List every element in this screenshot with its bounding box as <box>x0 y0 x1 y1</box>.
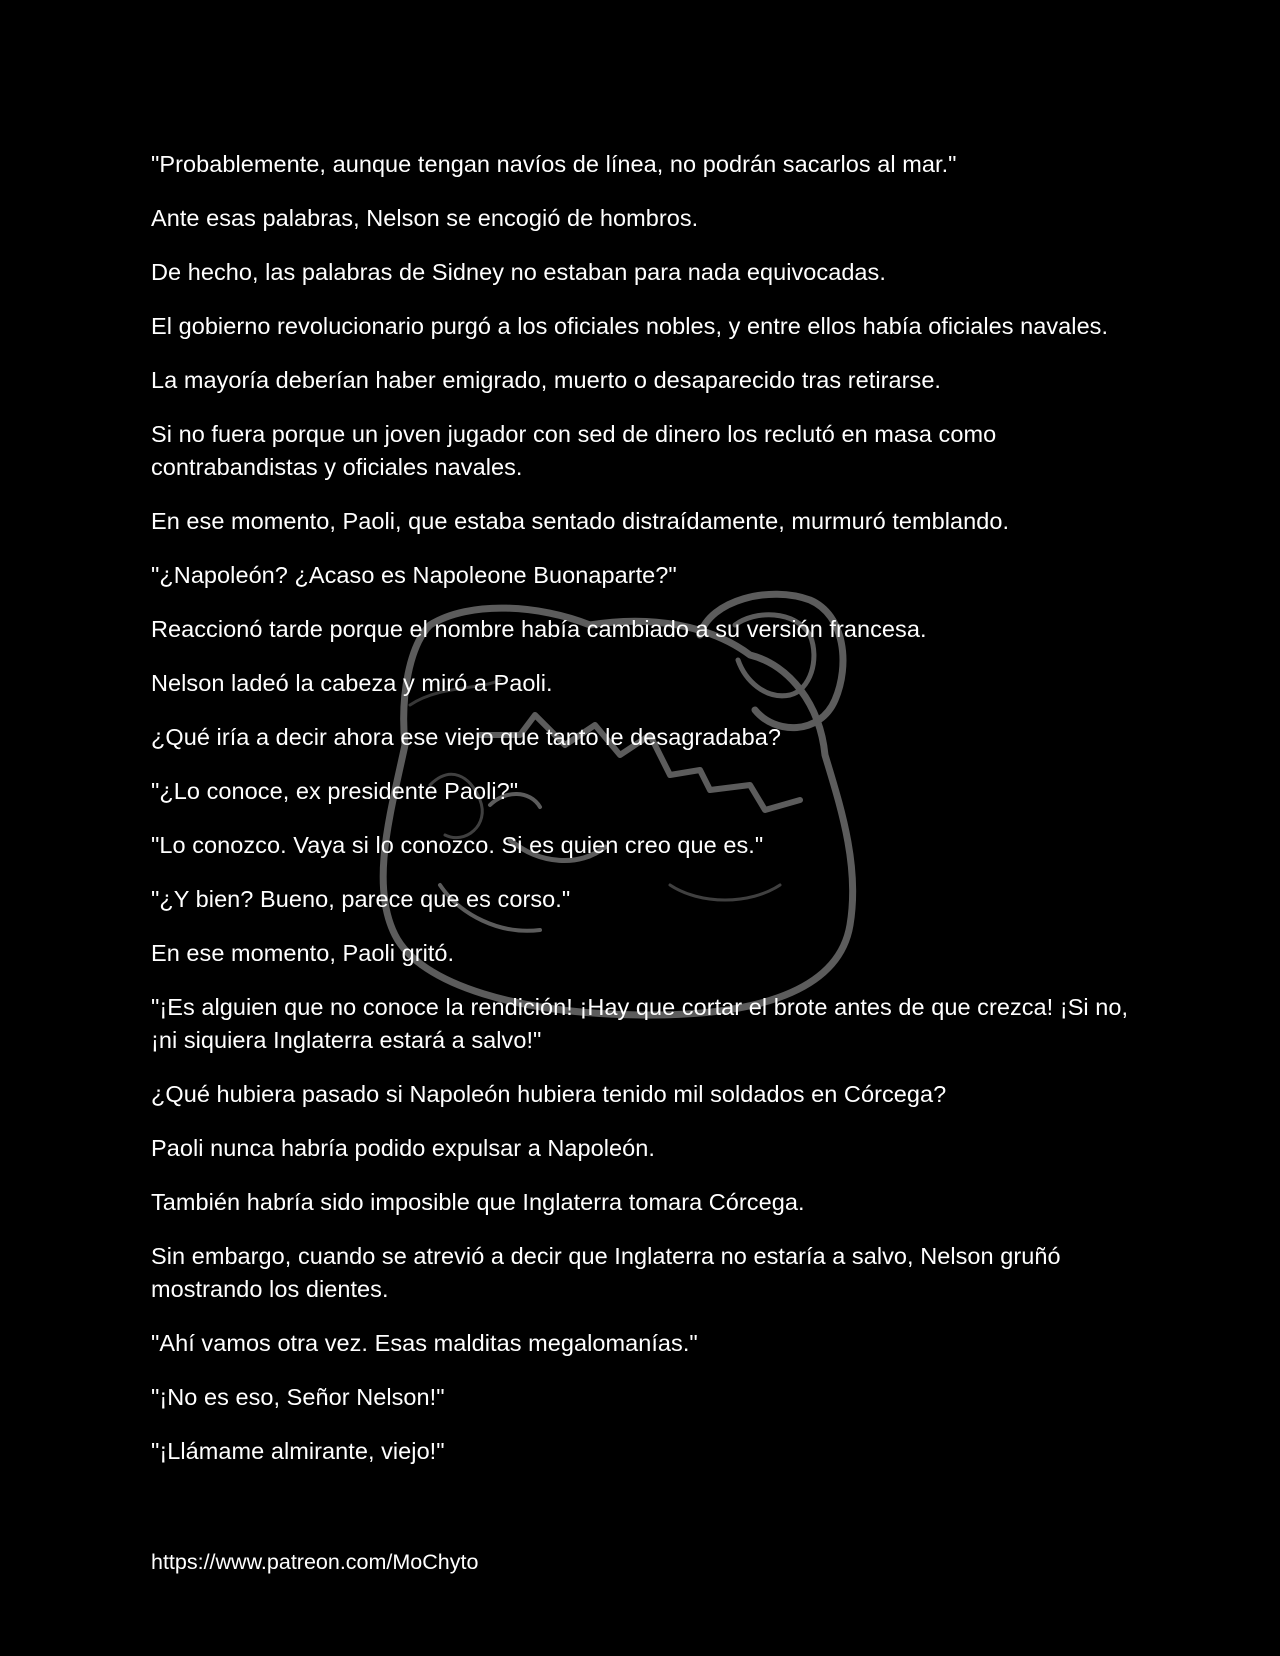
paragraph: "¿Lo conoce, ex presidente Paoli?" <box>151 778 519 804</box>
paragraph: ¿Qué iría a decir ahora ese viejo que tanto le desagradaba? <box>151 724 782 750</box>
paragraph: "¡Llámame almirante, viejo!" <box>151 1438 445 1464</box>
document-body <box>151 148 1131 1489</box>
paragraph: "¿Napoleón? ¿Acaso es Napoleone Buonaparte?" <box>151 562 677 588</box>
paragraph: Sin embargo, cuando se atrevió a decir que Inglaterra no estaría a salvo, Nelson gruñó mostrando los dientes. <box>151 1243 1061 1302</box>
paragraph: Paoli nunca habría podido expulsar a Napoleón. <box>151 1135 655 1161</box>
paragraph: La mayoría deberían haber emigrado, muerto o desaparecido tras retirarse. <box>151 367 942 393</box>
paragraph: Nelson ladeó la cabeza y miró a Paoli. <box>151 670 553 696</box>
paragraph: "Probablemente, aunque tengan navíos de línea, no podrán sacarlos al mar." <box>151 151 957 177</box>
paragraph: El gobierno revolucionario purgó a los oficiales nobles, y entre ellos había oficiales navales. <box>151 313 1109 339</box>
paragraph: También habría sido imposible que Inglaterra tomara Córcega. <box>151 1189 805 1215</box>
patreon-link[interactable]: https://www.patreon.com/MoChyto <box>151 1550 479 1574</box>
paragraph: "¡No es eso, Señor Nelson!" <box>151 1384 445 1410</box>
paragraph: "¡Es alguien que no conoce la rendición! ¡Hay que cortar el brote antes de que crezca! ¡Si no, ¡ni siquiera Inglaterra estará a salvo!" <box>151 994 1129 1053</box>
paragraph: En ese momento, Paoli, que estaba sentado distraídamente, murmuró temblando. <box>151 508 1010 534</box>
paragraph: ¿Qué hubiera pasado si Napoleón hubiera tenido mil soldados en Córcega? <box>151 1081 947 1107</box>
paragraph: "¿Y bien? Bueno, parece que es corso." <box>151 886 571 912</box>
paragraph: De hecho, las palabras de Sidney no estaban para nada equivocadas. <box>151 259 886 285</box>
paragraph: Ante esas palabras, Nelson se encogió de hombros. <box>151 205 699 231</box>
paragraph: Si no fuera porque un joven jugador con sed de dinero los reclutó en masa como contrabandistas y oficiales navales. <box>151 421 997 480</box>
paragraph: "Lo conozco. Vaya si lo conozco. Si es quien creo que es." <box>151 832 764 858</box>
paragraph: Reaccionó tarde porque el nombre había cambiado a su versión francesa. <box>151 616 927 642</box>
paragraph: "Ahí vamos otra vez. Esas malditas megalomanías." <box>151 1330 698 1356</box>
paragraph: En ese momento, Paoli gritó. <box>151 940 455 966</box>
